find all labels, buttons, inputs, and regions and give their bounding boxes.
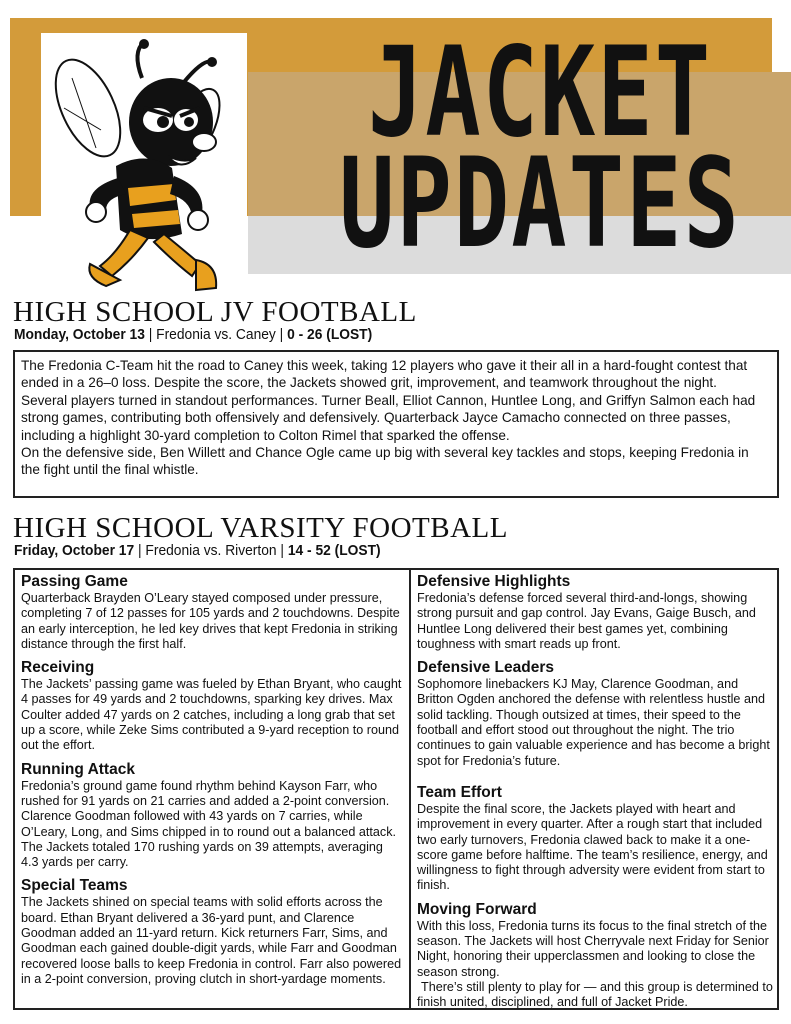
jv-heading: HIGH SCHOOL JV FOOTBALL <box>13 296 417 328</box>
section-title-team-effort: Team Effort <box>417 783 502 801</box>
title-line-1: JACKET <box>367 20 713 165</box>
varsity-right-column <box>417 572 775 1017</box>
varsity-sep-1: | <box>137 542 142 559</box>
varsity-matchup: Fredonia vs. Riverton <box>145 542 277 559</box>
jv-article-box <box>13 350 779 498</box>
section-body-running-attack: Fredonia’s ground game found rhythm behind Kayson Farr, who rushed for 91 yards on 21 carries and added a 2-point conversion. Clarence Goodman followed with 43 yards on 7 carries, while O’Leary, Long, and Sims chipped in to round out a balanced attack. The Jackets totaled 170 rushing yards on 39 attempts, averaging 4.3 yards per carry. <box>21 778 397 870</box>
jv-sep-1: | <box>148 326 153 343</box>
varsity-score: 14 - 52 (LOST) <box>287 542 381 559</box>
section-title-defensive-leaders: Defensive Leaders <box>417 659 554 677</box>
jv-subheading <box>14 326 372 343</box>
jv-matchup: Fredonia vs. Caney <box>156 326 276 343</box>
section-body-defensive-leaders: Sophomore linebackers KJ May, Clarence Goodman, and Britton Ogden anchored the defense with relentless hustle and solid tackling. Though outsized at times, their speed to the football and effort stood out throughout the night. The trio continues to gain valuable experience and has become a bright spot for Fredonia’s future. <box>417 677 770 768</box>
section-title-receiving: Receiving <box>21 659 95 677</box>
jv-paragraph: On the defensive side, Ben Willett and Chance Ogle came up big with several key tackles and stops, keeping Fredonia in the fight until the final whistle. <box>21 445 749 478</box>
section-body-passing-game: Quarterback Brayden O’Leary stayed composed under pressure, completing 7 of 12 passes for 105 yards and 2 touchdowns. Despite an early interception, he led key drives that kept Fredonia in striking distance through the first half. <box>21 591 400 651</box>
jv-date: Monday, October 13 <box>14 326 145 343</box>
section-title-moving-forward: Moving Forward <box>417 900 537 918</box>
section-title-special-teams: Special Teams <box>21 877 128 895</box>
jv-score: 0 - 26 (LOST) <box>287 326 373 343</box>
varsity-article-box <box>13 568 779 1010</box>
jv-sep-2: | <box>279 326 284 343</box>
column-divider <box>409 570 411 1008</box>
varsity-date: Friday, October 17 <box>14 542 135 559</box>
section-body-defensive-highlights: Fredonia’s defense forced several third-and-longs, showing strong pursuit and gap control. Jay Evans, Gaige Busch, and Huntlee Long delivered their best games yet, combining toughness with smart reads up front. <box>417 591 756 651</box>
section-body-receiving: The Jackets’ passing game was fueled by Ethan Bryant, who caught 4 passes for 49 yards and 2 touchdowns, sparking key drives. Max Coulter added 47 yards on 2 catches, including a long grab that set up a score, while Zeke Sims contributed a 9-yard reception to round out the effort. <box>21 677 402 753</box>
jv-paragraph: The Fredonia C-Team hit the road to Caney this week, taking 12 players who gave it their all in a hard-fought contest that ended in a 26–0 loss. Despite the score, the Jackets showed grit, improvement, and teamwork throughout the night. <box>21 358 748 391</box>
varsity-sep-2: | <box>280 542 285 559</box>
varsity-heading: HIGH SCHOOL VARSITY FOOTBALL <box>13 512 508 544</box>
section-body-moving-forward: With this loss, Fredonia turns its focus to the final stretch of the season. The Jackets will host Cherryvale next Friday for Senior Night, honoring their upperclassmen and looking to close the season strong. <box>417 918 769 979</box>
title-line-2: UPDATES <box>339 131 741 276</box>
varsity-left-column <box>21 572 403 993</box>
page-title <box>290 20 790 276</box>
section-body-team-effort: Despite the final score, the Jackets played with heart and improvement in every quarter. After a rough start that included two early turnovers, Fredonia clawed back to make it a one-score game before halftime. The team’s resilience, energy, and willingness to fight through adversity were evident from start to finish. <box>417 801 768 893</box>
section-title-defensive-highlights: Defensive Highlights <box>417 573 571 590</box>
yellow-jacket-mascot-icon <box>46 38 242 300</box>
section-title-passing-game: Passing Game <box>21 573 128 590</box>
section-title-running-attack: Running Attack <box>21 760 135 778</box>
section-body-special-teams: The Jackets shined on special teams with solid efforts across the board. Ethan Bryant delivered a 36-yard punt, and Clarence Goodman added an 11-yard return. Kick returners Farr, Sims, and Goodman each gained double-digit yards, while Farr and Goodman recovered loose balls to keep Fredonia in control. Farr also powered in a 2-point conversion, proving clutch in short-yardage moments. <box>21 895 402 986</box>
varsity-subheading <box>14 542 381 559</box>
jv-paragraph: Several players turned in standout performances. Turner Beall, Elliot Cannon, Huntlee Long, and Griffyn Salmon each had strong games, contributing both offensively and defensively. Quarterback Jayce Camacho connected on three passes, including a highlight 30-yard completion to Colton Rimel that sparked the offense. <box>21 392 756 443</box>
section-body-moving-forward-2: There’s still plenty to play for — and this group is determined to finish united, disciplined, and full of Jacket Pride. <box>417 979 773 1010</box>
